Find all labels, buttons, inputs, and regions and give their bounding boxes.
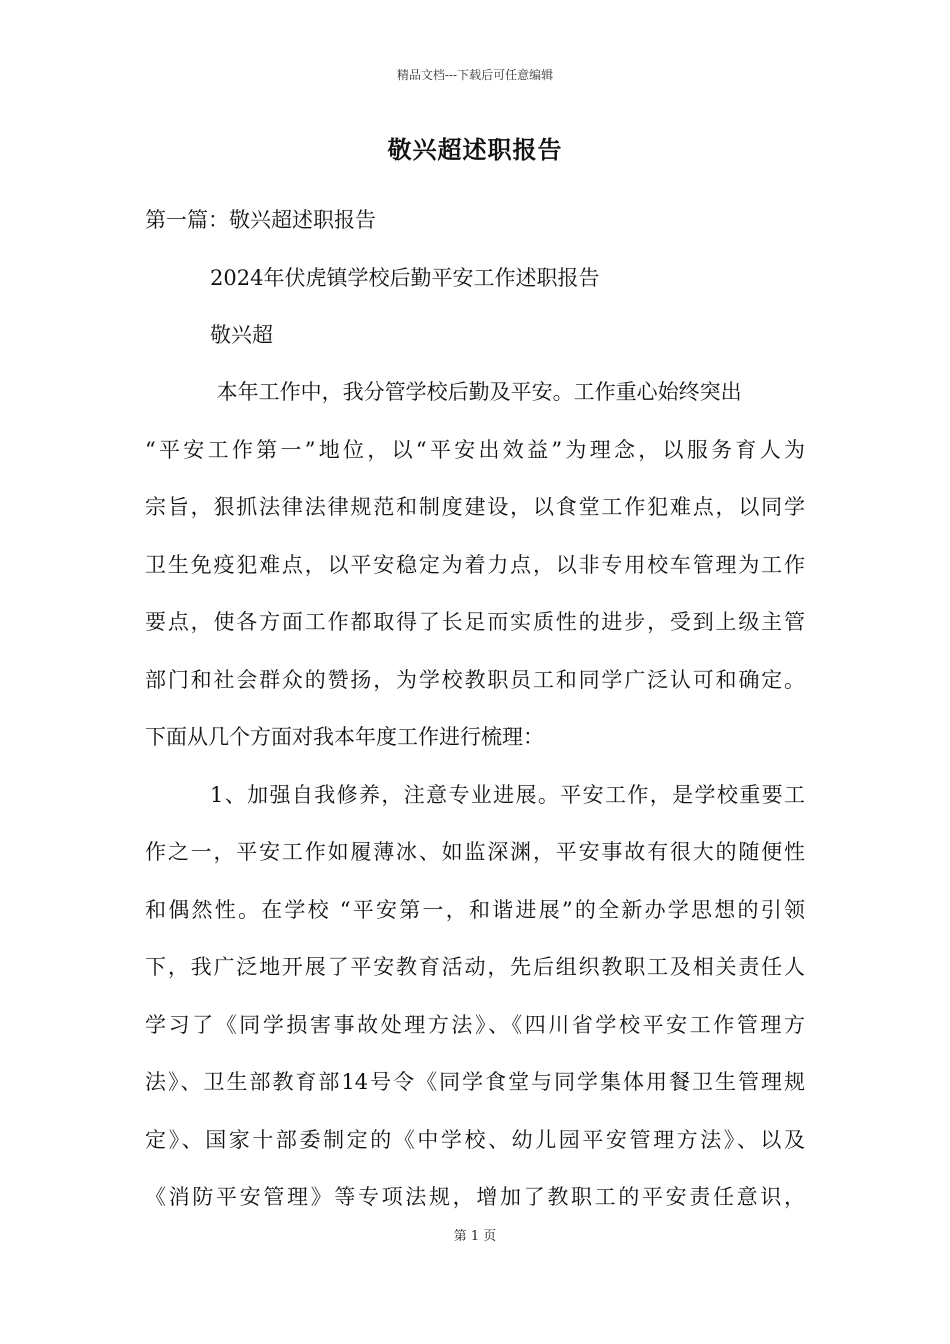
document-title: 敬兴超述职报告 [387,135,563,164]
author-name: 敬兴超 [210,323,273,347]
section-heading: 第一篇：敬兴超述职报告 [145,208,376,232]
paragraph-line: 学习了《同学损害事故处理方法》、《四川省学校平安工作管理方 [145,1013,805,1037]
report-subtitle: 2024年伏虎镇学校后勤平安工作述职报告 [210,266,600,290]
paragraph-line: 定》、国家十部委制定的《中学校、幼儿园平安管理方法》、以及 [145,1128,805,1152]
page-header: 精品文档---下载后可任意编辑 [396,68,554,82]
paragraph-line: 本年工作中，我分管学校后勤及平安。工作重心始终突出 [210,380,742,404]
paragraph-line: 《消防平安管理》等专项法规，增加了教职工的平安责任意识， [145,1185,805,1209]
paragraph-line: 要点，使各方面工作都取得了长足而实质性的进步，受到上级主管 [145,610,805,634]
paragraph-line: 下面从几个方面对我本年度工作进行梳理： [145,725,544,749]
paragraph-line: 和偶然性。在学校 “平安第一，和谐进展”的全新办学思想的引领 [145,898,805,922]
paragraph-line: 作之一，平安工作如履薄冰、如监深渊，平安事故有很大的随便性 [145,840,805,864]
paragraph-line: “平安工作第一”地位，以“平安出效益”为理念，以服务育人为 [145,438,805,462]
page-number: 第 1 页 [453,1229,497,1244]
paragraph-line: 下，我广泛地开展了平安教育活动，先后组织教职工及相关责任人 [145,955,805,979]
paragraph-line: 卫生免疫犯难点，以平安稳定为着力点，以非专用校车管理为工作 [145,553,805,577]
paragraph-line: 1、加强自我修养，注意专业进展。平安工作，是学校重要工 [210,783,805,807]
paragraph-line: 部门和社会群众的赞扬，为学校教职员工和同学广泛认可和确定。 [145,668,805,692]
paragraph-line: 宗旨，狠抓法律法律规范和制度建设，以食堂工作犯难点，以同学 [145,495,805,519]
paragraph-line: 法》、卫生部教育部14号令《同学食堂与同学集体用餐卫生管理规 [145,1070,805,1094]
